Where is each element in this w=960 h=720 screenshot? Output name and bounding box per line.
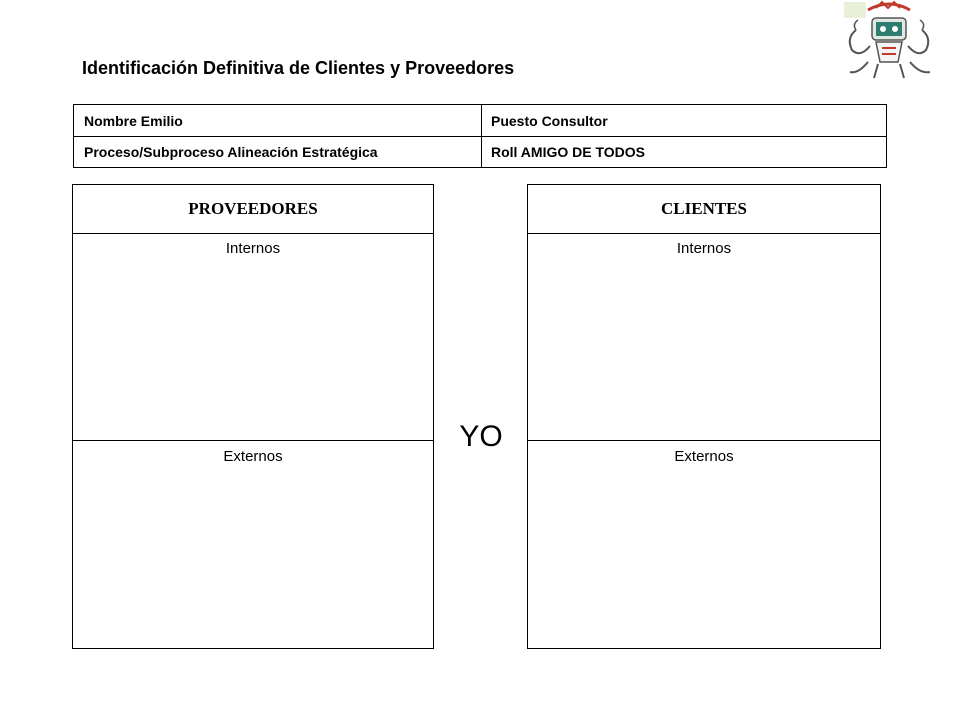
- clientes-internos-label: Internos: [676, 240, 732, 257]
- yo-label: YO: [459, 420, 503, 453]
- clientes-divider: [528, 440, 880, 441]
- nombre-cell: Nombre Emilio: [84, 112, 183, 129]
- clientes-externos-label: Externos: [674, 448, 734, 465]
- rol-cell: Roll AMIGO DE TODOS: [491, 144, 646, 160]
- page-title: Identificación Definitiva de Clientes y Proveedores: [82, 58, 515, 78]
- clientes-header: CLIENTES: [528, 185, 880, 234]
- proveedores-box: [72, 184, 434, 649]
- proveedores-header: PROVEEDORES: [73, 185, 433, 234]
- clientes-box: [527, 184, 881, 649]
- info-table: [73, 104, 887, 168]
- stylized-figure-logo-icon: [838, 0, 940, 82]
- proveedores-divider: [73, 440, 433, 441]
- puesto-cell: Puesto Consultor: [491, 112, 608, 129]
- proceso-cell: Proceso/Subproceso Alineación Estratégica: [84, 144, 378, 160]
- proveedores-externos-label: Externos: [223, 448, 283, 465]
- proveedores-internos-label: Internos: [225, 240, 281, 257]
